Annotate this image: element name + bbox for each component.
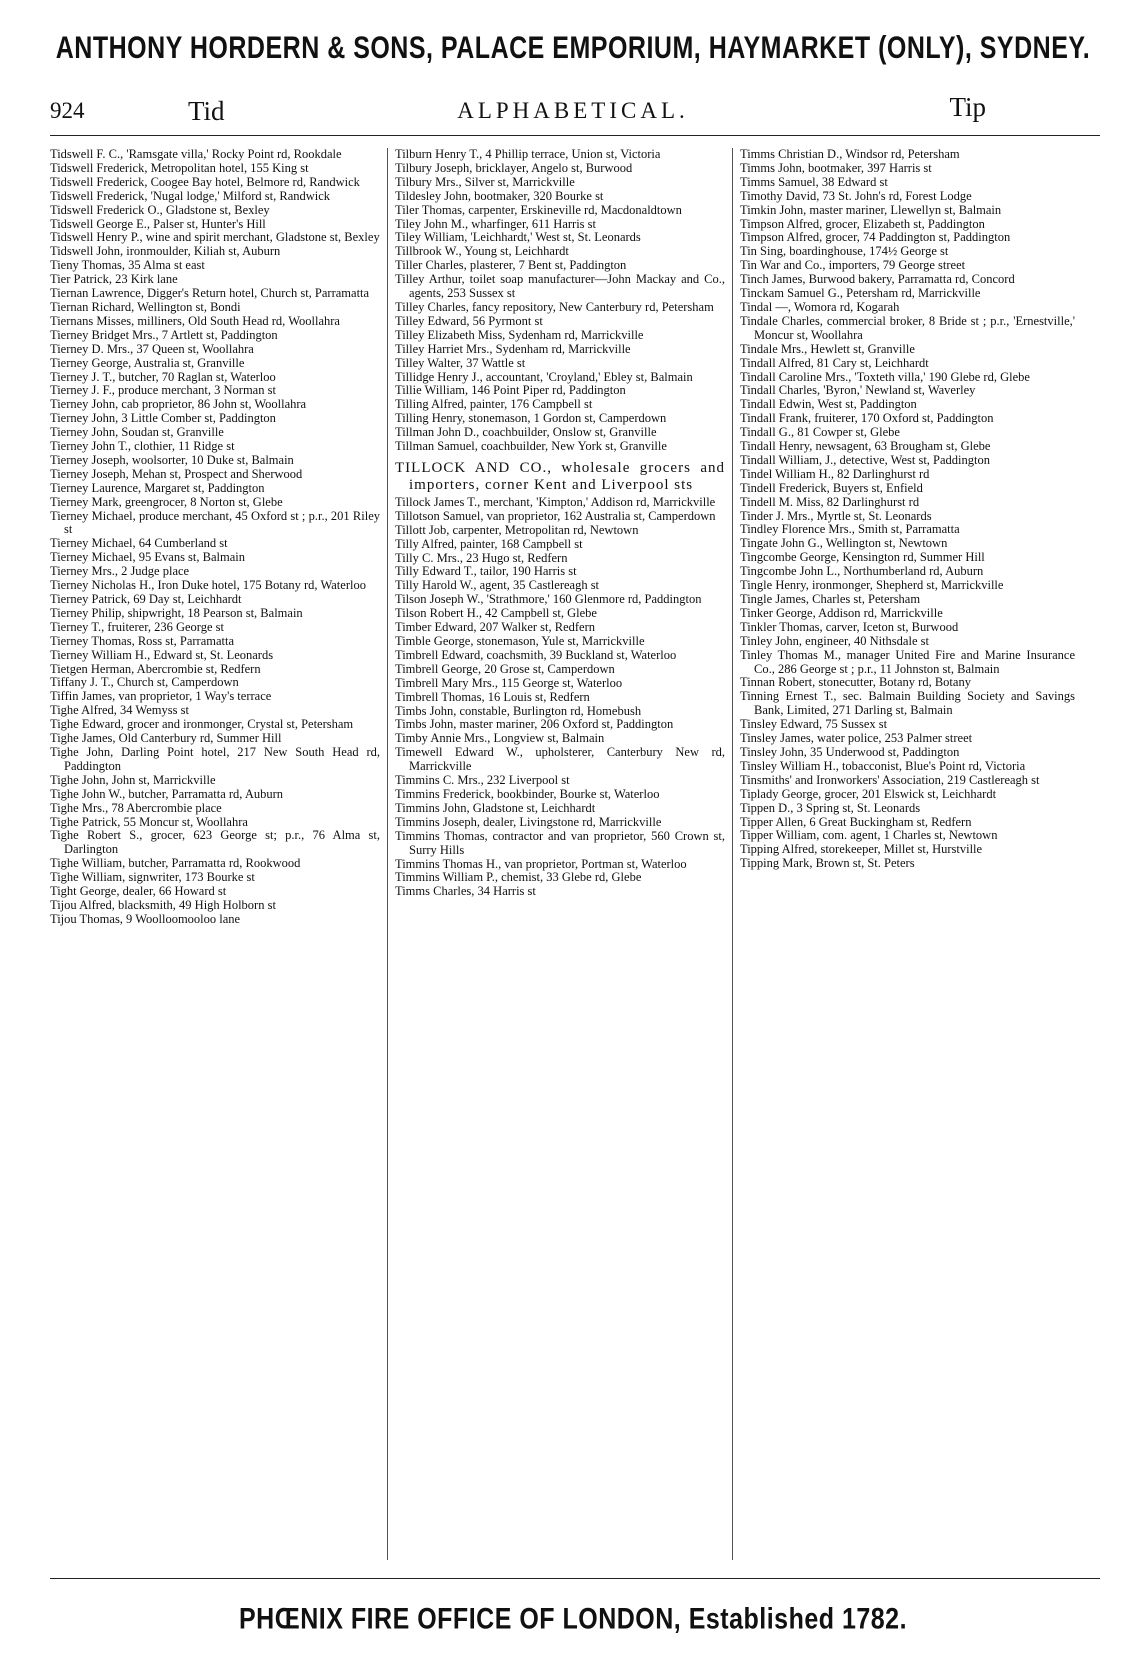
directory-entry: Timmins William P., chemist, 33 Glebe rd, Glebe [395,870,642,885]
directory-entry: Timmins Joseph, dealer, Livingstone rd, Marrickville [395,814,662,829]
directory-entry: Tinley Thomas M., manager United Fire and Marine Insurance Co., 286 George st ; p.r., 11 Johnston st, Balmain [740,647,1075,676]
directory-entry: Tinsley James, water police, 253 Palmer street [740,731,973,746]
directory-entry: Tingate John G., Wellington st, Newtown [740,536,948,551]
directory-entry: Tierney D. Mrs., 37 Queen st, Woollahra [50,341,254,356]
directory-entry: Tilson Joseph W., 'Strathmore,' 160 Glenmore rd, Paddington [395,592,702,607]
directory-entry: Tidswell George E., Palser st, Hunter's Hill [50,216,266,231]
directory-entry: TILLOCK AND CO., wholesale grocers and importers, corner Kent and Liverpool sts [395,459,725,493]
directory-entry: Tidswell Frederick, 'Nugal lodge,' Milford st, Randwick [50,188,331,203]
directory-entry: Tillbrook W., Young st, Leichhardt [395,244,569,259]
directory-entry: Tinning Ernest T., sec. Balmain Building Society and Savings Bank, Limited, 271 Darling st, Balmain [740,689,1075,718]
directory-entry: Tilly Harold W., agent, 35 Castlereagh st [395,578,600,593]
column-divider [732,148,733,1560]
directory-entry: Tierney Michael, 95 Evans st, Balmain [50,550,245,565]
directory-entry: Tinsley Edward, 75 Sussex st [740,717,888,732]
directory-entry: Tighe Robert S., grocer, 623 George st; p.r., 76 Alma st, Darlington [50,828,380,857]
directory-entry: Tierney Mrs., 2 Judge place [50,564,190,579]
directory-entry: Tinker George, Addison rd, Marrickville [740,605,943,620]
directory-entry: Tierney Laurence, Margaret st, Paddington [50,480,265,495]
directory-entry: Timms Samuel, 38 Edward st [740,174,888,189]
directory-entry: Tieny Thomas, 35 Alma st east [50,258,205,273]
page-number: 924 [50,98,85,123]
directory-entry: Tierney Joseph, woolsorter, 10 Duke st, Balmain [50,452,294,467]
right-guide-word: Tip [949,92,986,122]
directory-entry: Tindall Henry, newsagent, 63 Brougham st, Glebe [740,439,991,454]
directory-entry: Timbrell Edward, coachsmith, 39 Buckland st, Waterloo [395,647,677,662]
directory-entry: Tindale Charles, commercial broker, 8 Bride st ; p.r., 'Ernestville,' Moncur st, Woollahra [740,313,1075,342]
directory-entry: Tilling Alfred, painter, 176 Campbell st [395,397,593,412]
directory-entry: Tilburn Henry T., 4 Phillip terrace, Union st, Victoria [395,148,661,161]
directory-entry: Tighe Mrs., 78 Abercrombie place [50,800,222,815]
directory-entry: Tighe John, Darling Point hotel, 217 New South Head rd, Paddington [50,744,380,773]
directory-entry: Tinch James, Burwood bakery, Parramatta rd, Concord [740,272,1015,287]
directory-entry: Tindale Mrs., Hewlett st, Granville [740,341,915,356]
directory-entry: Tilbury Joseph, bricklayer, Angelo st, Burwood [395,160,633,175]
directory-entry: Tilley Arthur, toilet soap manufacturer—John Mackay and Co., agents, 253 Sussex st [395,272,725,301]
directory-entry: Tilley Elizabeth Miss, Sydenham rd, Marrickville [395,327,644,342]
directory-entry: Tierney T., fruiterer, 236 George st [50,619,224,634]
directory-entry: Timewell Edward W., upholsterer, Canterbury New rd, Marrickville [395,745,725,774]
directory-entry: Tindall Edwin, West st, Paddington [740,397,917,412]
directory-entry: Tindel William H., 82 Darlinghurst rd [740,466,930,481]
directory-entry: Timms John, bootmaker, 397 Harris st [740,160,932,175]
directory-entry: Tippen D., 3 Spring st, St. Leonards [740,800,921,815]
directory-entry: Tindall Charles, 'Byron,' Newland st, Waverley [740,383,976,398]
directory-entry: Tierney John, 3 Little Comber st, Paddington [50,411,276,426]
directory-entry: Tierney J. F., produce merchant, 3 Norman st [50,383,276,398]
directory-entry: Timms Charles, 34 Harris st [395,884,536,899]
directory-entry: Tierney J. T., butcher, 70 Raglan st, Waterloo [50,369,276,384]
directory-entry: Tingcombe John L., Northumberland rd, Auburn [740,564,984,579]
directory-entry: Tidswell Frederick, Coogee Bay hotel, Belmore rd, Randwick [50,174,360,189]
directory-entry: Tindal —, Womora rd, Kogarah [740,299,900,314]
directory-entry: Tierney Michael, 64 Cumberland st [50,536,228,551]
directory-entry: Tindell Frederick, Buyers st, Enfield [740,480,923,495]
directory-entry: Tiller Charles, plasterer, 7 Bent st, Paddington [395,258,627,273]
directory-entry: Tierney George, Australia st, Granville [50,355,245,370]
directory-entry: Tinnan Robert, stonecutter, Botany rd, Botany [740,675,971,690]
directory-entry: Timmins Frederick, bookbinder, Bourke st, Waterloo [395,786,660,801]
directory-entry: Tillman John D., coachbuilder, Onslow st, Granville [395,425,657,440]
directory-entry: Tiernan Lawrence, Digger's Return hotel, Church st, Parramatta [50,286,370,301]
directory-entry: Tipper William, com. agent, 1 Charles st, Newtown [740,828,998,843]
directory-entry: Timbs John, master mariner, 206 Oxford st, Paddington [395,717,674,732]
directory-entry: Tighe James, Old Canterbury rd, Summer Hill [50,731,282,746]
directory-entry: Tier Patrick, 23 Kirk lane [50,272,178,287]
directory-entry: Tinkler Thomas, carver, Iceton st, Burwood [740,619,959,634]
directory-entry: Tilson Robert H., 42 Campbell st, Glebe [395,606,597,621]
directory-entry: Tingcombe George, Kensington rd, Summer Hill [740,550,985,565]
directory-entry: Tierney Thomas, Ross st, Parramatta [50,633,235,648]
directory-entry: Tinckam Samuel G., Petersham rd, Marrickville [740,286,981,301]
directory-entry: Tiffin James, van proprietor, 1 Way's terrace [50,689,272,704]
directory-entry: Tindall Alfred, 81 Cary st, Leichhardt [740,355,929,370]
directory-entry: Tindall Frank, fruiterer, 170 Oxford st, Paddington [740,411,994,426]
directory-entry: Tilly Alfred, painter, 168 Campbell st [395,536,583,551]
directory-entry: Timkin John, master mariner, Llewellyn st, Balmain [740,202,1002,217]
directory-entry: Tilley Harriet Mrs., Sydenham rd, Marrickville [395,341,631,356]
directory-column-3 [740,148,1075,1560]
directory-entry: Timbrell Mary Mrs., 115 George st, Waterloo [395,675,623,690]
directory-entry: Tighe Alfred, 34 Wemyss st [50,703,189,718]
directory-column-2 [395,148,725,1560]
directory-entry: Tinsley John, 35 Underwood st, Paddington [740,744,960,759]
directory-entry: Tillman Samuel, coachbuilder, New York st, Granville [395,439,667,454]
directory-entry: Timpson Alfred, grocer, 74 Paddington st, Paddington [740,230,1011,245]
directory-entry: Tiernan Richard, Wellington st, Bondi [50,299,241,314]
directory-entry: Tierney John, cab proprietor, 86 John st, Woollahra [50,397,307,412]
directory-entry: Tijou Alfred, blacksmith, 49 High Holborn st [50,897,276,912]
directory-entry: Tidswell F. C., 'Ramsgate villa,' Rocky Point rd, Rookdale [50,148,342,161]
directory-entry: Tijou Thomas, 9 Woolloomooloo lane [50,911,241,926]
directory-entry: Tierney Nicholas H., Iron Duke hotel, 175 Botany rd, Waterloo [50,578,366,593]
directory-entry: Tiler Thomas, carpenter, Erskineville rd, Macdonaldtown [395,202,682,217]
left-guide-word: Tid [188,96,225,126]
directory-entry: Timbs John, constable, Burlington rd, Homebush [395,703,642,718]
directory-entry: Tidswell John, ironmoulder, Kiliah st, Auburn [50,244,281,259]
directory-entry: Tierney Philip, shipwright, 18 Pearson st, Balmain [50,605,303,620]
directory-entry: Timmins John, Gladstone st, Leichhardt [395,800,596,815]
directory-entry: Timpson Alfred, grocer, Elizabeth st, Paddington [740,216,985,231]
directory-entry: Tindley Florence Mrs., Smith st, Parramatta [740,522,960,537]
directory-entry: Tierney Bridget Mrs., 7 Artlett st, Paddington [50,327,278,342]
bottom-advertisement-banner: PHŒNIX FIRE OFFICE OF LONDON, Established 1782. [238,1602,908,1636]
directory-entry: Tiernans Misses, milliners, Old South Head rd, Woollahra [50,313,340,328]
directory-entry: Tingle James, Charles st, Petersham [740,592,921,606]
column-divider [387,148,388,1560]
directory-entry: Tiley William, 'Leichhardt,' West st, St. Leonards [395,230,641,245]
directory-entry: Tipping Alfred, storekeeper, Millet st, Hurstville [740,842,983,857]
directory-entry: Tilly C. Mrs., 23 Hugo st, Redfern [395,550,568,565]
directory-entry: Tillie William, 146 Point Piper rd, Paddington [395,383,626,398]
header-rule [50,135,1100,136]
directory-entry: Timby Annie Mrs., Longview st, Balmain [395,731,605,746]
directory-entry: Tin Sing, boardinghouse, 174½ George st [740,244,949,259]
directory-entry: Tindall Caroline Mrs., 'Toxteth villa,' 190 Glebe rd, Glebe [740,369,1030,384]
directory-entry: Tin War and Co., importers, 79 George street [740,258,966,273]
directory-entry: Tinsmiths' and Ironworkers' Association, 219 Castlereagh st [740,772,1040,787]
directory-entry: Tipping Mark, Brown st, St. Peters [740,856,915,871]
directory-entry: Timmins Thomas, contractor and van proprietor, 560 Crown st, Surry Hills [395,828,725,857]
directory-entry: Tindall G., 81 Cowper st, Glebe [740,425,900,440]
directory-entry: Timbrell Thomas, 16 Louis st, Redfern [395,689,590,704]
directory-entry: Tilling Henry, stonemason, 1 Gordon st, Camperdown [395,411,667,426]
directory-entry: Timmins Thomas H., van proprietor, Portman st, Waterloo [395,856,687,871]
footer-rule [50,1578,1100,1579]
directory-entry: Timble George, stonemason, Yule st, Marrickville [395,634,645,648]
directory-entry: Tierney Mark, greengrocer, 8 Norton st, Glebe [50,494,283,509]
directory-entry: Tierney Patrick, 69 Day st, Leichhardt [50,592,242,606]
directory-entry: Tiffany J. T., Church st, Camperdown [50,675,239,690]
directory-entry: Tighe William, butcher, Parramatta rd, Rookwood [50,856,301,871]
directory-entry: Tidswell Henry P., wine and spirit merchant, Gladstone st, Bexley [50,230,380,245]
directory-entry: Tillott Job, carpenter, Metropolitan rd, Newtown [395,522,639,537]
directory-entry: Tillock James T., merchant, 'Kimpton,' Addison rd, Marrickville [395,494,716,509]
directory-entry: Tilbury Mrs., Silver st, Marrickville [395,174,575,189]
directory-entry: Tighe William, signwriter, 173 Bourke st [50,870,255,885]
directory-entry: Tinder J. Mrs., Myrtle st, St. Leonards [740,508,932,523]
directory-entry: Tierney William H., Edward st, St. Leonards [50,647,274,662]
directory-entry: Tighe Patrick, 55 Moncur st, Woollahra [50,814,248,829]
directory-entry: Tingle Henry, ironmonger, Shepherd st, Marrickville [740,578,1004,593]
directory-entry: Timothy David, 73 St. John's rd, Forest Lodge [740,188,972,203]
directory-entry: Tight George, dealer, 66 Howard st [50,884,227,899]
directory-entry: Tidswell Frederick, Metropolitan hotel, 155 King st [50,160,309,175]
directory-entry: Tiley John M., wharfinger, 611 Harris st [395,216,596,231]
page-header [40,90,1106,130]
directory-entry: Tiplady George, grocer, 201 Elswick st, Leichhardt [740,786,997,801]
directory-entry: Tinsley William H., tobacconist, Blue's Point rd, Victoria [740,758,1026,773]
page-title: ALPHABETICAL. [457,98,689,123]
directory-entry: Tilly Edward T., tailor, 190 Harris st [395,564,577,579]
directory-entry: Tighe John W., butcher, Parramatta rd, Auburn [50,786,284,801]
directory-entry: Tipper Allen, 6 Great Buckingham st, Redfern [740,814,972,829]
directory-entry: Tierney Joseph, Mehan st, Prospect and Sherwood [50,466,303,481]
directory-entry: Tindall William, J., detective, West st, Paddington [740,452,990,467]
directory-entry: Tierney John, Soudan st, Granville [50,425,224,440]
directory-entry: Tidswell Frederick O., Gladstone st, Bexley [50,202,270,217]
directory-entry: Tillotson Samuel, van proprietor, 162 Australia st, Camperdown [395,508,716,523]
directory-entry: Tilley Walter, 37 Wattle st [395,355,526,370]
directory-column-1 [50,148,380,1560]
directory-entry: Tietgen Herman, Abercrombie st, Redfern [50,661,261,676]
directory-entry: Tierney Michael, produce merchant, 45 Oxford st ; p.r., 201 Riley st [50,508,380,537]
directory-entry: Tinley John, engineer, 40 Nithsdale st [740,633,929,648]
directory-entry: Tildesley John, bootmaker, 320 Bourke st [395,188,604,203]
directory-entry: Tindell M. Miss, 82 Darlinghurst rd [740,494,920,509]
directory-entry: Timmins C. Mrs., 232 Liverpool st [395,773,570,788]
directory-entry: Timber Edward, 207 Walker st, Redfern [395,620,595,635]
directory-entry: Timbrell George, 20 Grose st, Camperdown [395,661,615,676]
directory-entry: Tillidge Henry J., accountant, 'Croyland,' Ebley st, Balmain [395,369,693,384]
directory-entry: Tilley Charles, fancy repository, New Canterbury rd, Petersham [395,299,714,314]
directory-entry: Tierney John T., clothier, 11 Ridge st [50,439,235,454]
directory-entry: Tighe John, John st, Marrickville [50,772,216,787]
directory-entry: Timms Christian D., Windsor rd, Petersham [740,148,960,161]
directory-entry: Tilley Edward, 56 Pyrmont st [395,313,543,328]
directory-entry: Tighe Edward, grocer and ironmonger, Crystal st, Petersham [50,717,354,732]
top-advertisement-banner: ANTHONY HORDERN & SONS, PALACE EMPORIUM, HAYMARKET (ONLY), SYDNEY. [55,30,1091,66]
